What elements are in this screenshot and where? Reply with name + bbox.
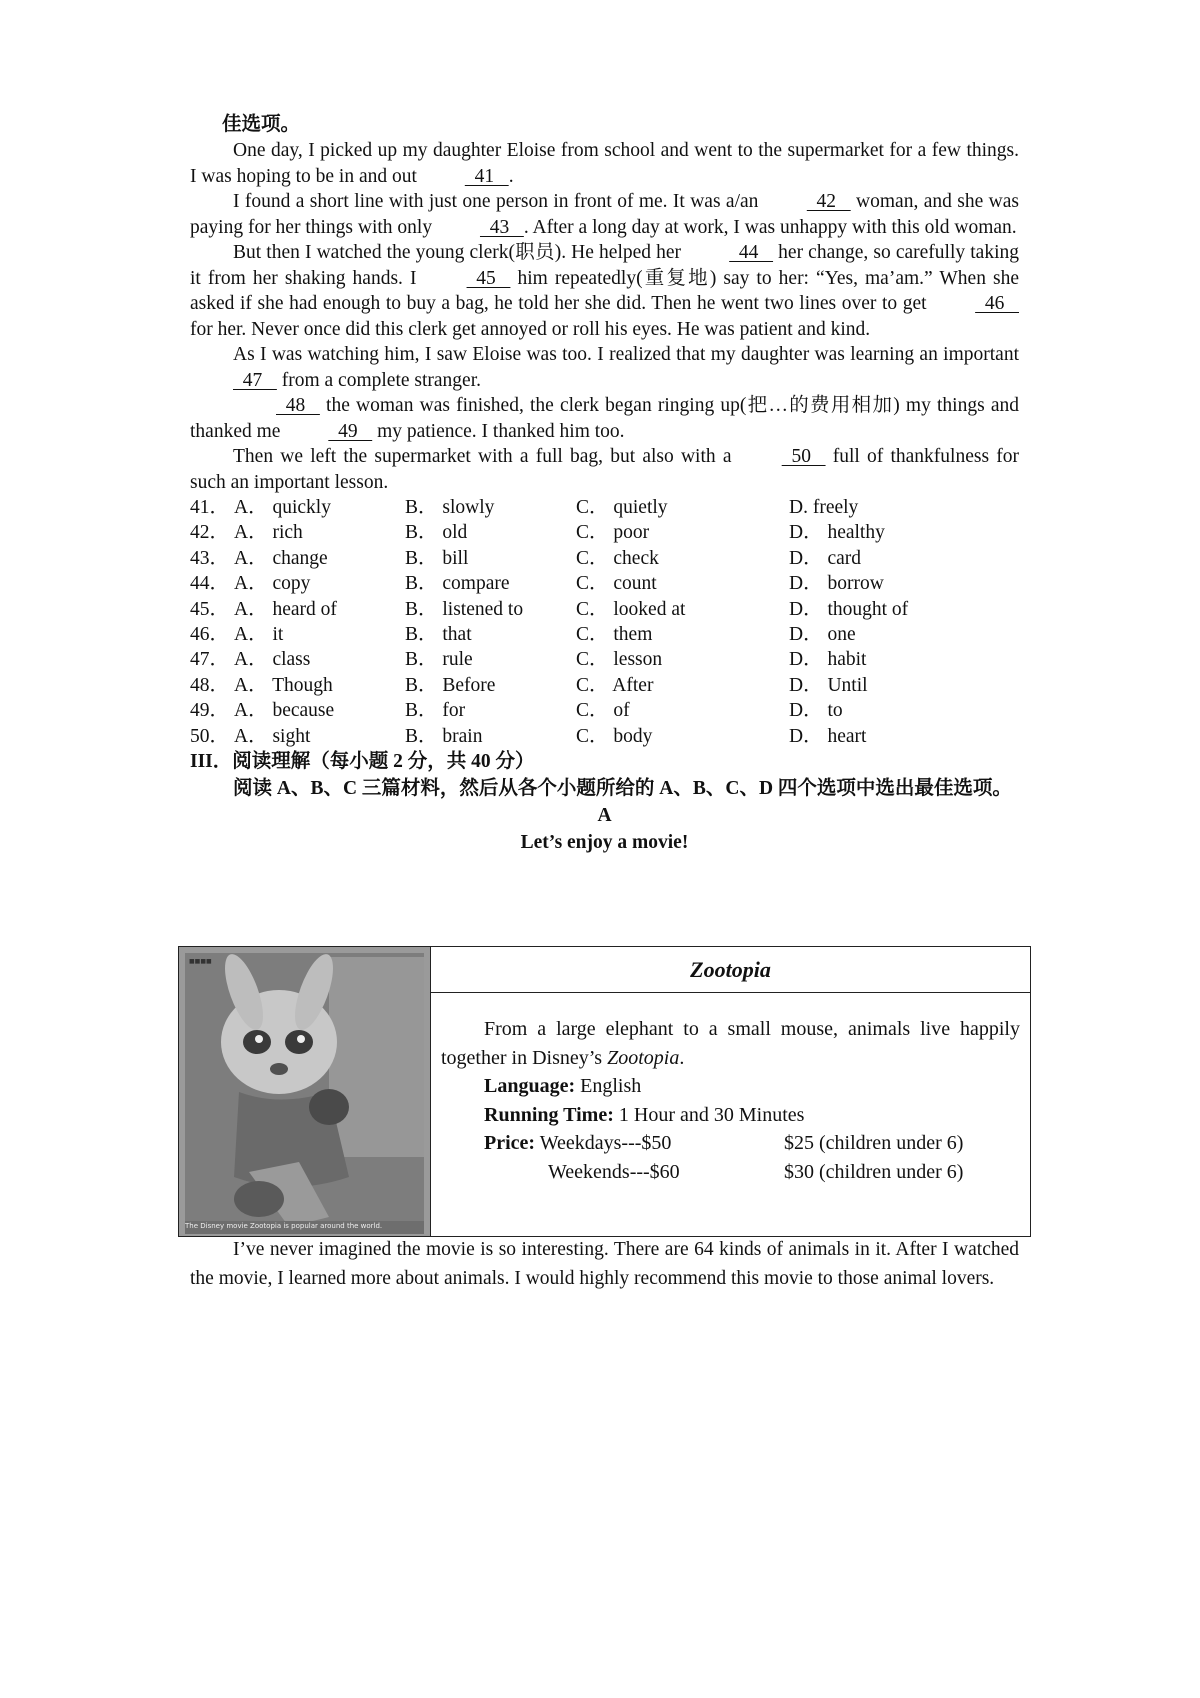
option-b[interactable]: B． listened to xyxy=(405,598,524,620)
blank-50[interactable]: 50 xyxy=(781,446,826,467)
option-b[interactable]: B． that xyxy=(405,623,472,645)
movie-details xyxy=(431,993,1030,1186)
option-row xyxy=(190,647,1019,672)
option-c[interactable]: C． of xyxy=(576,700,630,722)
cloze-paragraph: But then I watched the young clerk(职员). He helped her 44 her change, so carefully taking it from her shaking hands. I 45 him repeatedly(重复地) say to her: “Yes, ma’am.” When she asked if she had enough to buy a bag, he told her she did. Then he went two lines over to get 46 for her. Never once did this clerk get annoyed or roll his eyes. He was patient and kind. xyxy=(190,242,1020,340)
option-d[interactable]: D． habit xyxy=(789,649,867,671)
option-c[interactable]: C． quietly xyxy=(576,497,668,518)
option-row xyxy=(190,673,1019,698)
movie-runtime: Running Time: 1 Hour and 30 Minutes xyxy=(484,1103,805,1126)
option-row xyxy=(190,724,1019,749)
question-number: 42． xyxy=(190,522,230,544)
question-number: 45． xyxy=(190,598,230,620)
option-c[interactable]: C． looked at xyxy=(576,598,686,620)
option-a[interactable]: A． rich xyxy=(234,522,303,544)
option-a[interactable]: A． change xyxy=(234,547,328,569)
option-row xyxy=(190,698,1019,723)
option-c[interactable]: C． After xyxy=(576,674,654,696)
blank-46[interactable]: 46 xyxy=(975,293,1019,314)
movie-price-weekdays: Price: Weekdays---$50 $25 (children under 6) xyxy=(484,1132,964,1154)
poster-caption: The Disney movie Zootopia is popular around the world. xyxy=(185,1222,383,1230)
movie-info-table xyxy=(178,946,1031,1237)
movie-info xyxy=(431,947,1030,1236)
option-b[interactable]: B． rule xyxy=(405,649,473,671)
option-c[interactable]: C． poor xyxy=(576,522,650,544)
option-row xyxy=(190,495,1019,520)
cloze-lead: 佳选项。 xyxy=(222,114,301,135)
passage-title: Let’s enjoy a movie! xyxy=(520,831,689,853)
movie-title: Zootopia xyxy=(431,947,1030,993)
passage-letter: A xyxy=(597,804,612,826)
blank-43[interactable]: 43 xyxy=(479,216,524,238)
blank-44[interactable]: 44 xyxy=(729,242,774,263)
movie-review xyxy=(190,1236,1019,1293)
option-d[interactable]: D. freely xyxy=(789,497,859,518)
option-a[interactable]: A． it xyxy=(234,623,284,645)
question-number: 48． xyxy=(190,674,230,696)
option-row xyxy=(190,520,1019,545)
option-b[interactable]: B． slowly xyxy=(405,497,495,518)
svg-text:■■■■: ■■■■ xyxy=(189,958,212,965)
blank-49[interactable]: 49 xyxy=(328,420,373,442)
movie-price-weekends: Weekends---$60 $30 (children under 6) xyxy=(548,1160,964,1183)
question-number: 41． xyxy=(190,497,230,518)
option-a[interactable]: A． copy xyxy=(234,573,311,595)
section-title: III．阅读理解（每小题 2 分，共 40 分） xyxy=(190,750,535,772)
cloze-paragraph: Then we left the supermarket with a full bag, but also with a 50 full of thankfulness for such an important lesson. xyxy=(190,446,1019,493)
option-d[interactable]: D． thought of xyxy=(789,598,909,620)
option-a[interactable]: A． sight xyxy=(234,725,311,747)
document-page xyxy=(190,112,1019,856)
review-text: I’ve never imagined the movie is so interesting. There are 64 kinds of animals in it. After I watched the movie, I learned more about animals. I would highly recommend this movie to those animal lovers. xyxy=(190,1239,1019,1289)
question-number: 43． xyxy=(190,547,230,569)
option-d[interactable]: D． heart xyxy=(789,725,867,747)
movie-poster xyxy=(179,947,431,1236)
option-c[interactable]: C． check xyxy=(576,547,659,569)
option-c[interactable]: C． them xyxy=(576,623,653,645)
option-b[interactable]: B． bill xyxy=(405,547,469,569)
cloze-paragraph: One day, I picked up my daughter Eloise from school and went to the supermarket for a few things. I was hoping to be in and out 41 . xyxy=(190,138,1019,189)
option-b[interactable]: B． old xyxy=(405,522,468,544)
option-d[interactable]: D． borrow xyxy=(789,573,884,595)
cloze-paragraph: I found a short line with just one person in front of me. It was a/an 42 woman, and she was paying for her things with only 43 . After a long day at work, I was unhappy with this old woman. xyxy=(190,189,1019,240)
option-b[interactable]: B． brain xyxy=(405,725,483,747)
option-d[interactable]: D． one xyxy=(789,623,856,645)
blank-48[interactable]: 48 xyxy=(276,395,320,416)
option-c[interactable]: C． lesson xyxy=(576,649,663,671)
option-c[interactable]: C． count xyxy=(576,573,657,595)
blank-41[interactable]: 41 xyxy=(464,165,509,187)
option-row xyxy=(190,597,1019,622)
option-a[interactable]: A． heard of xyxy=(234,598,337,620)
option-d[interactable]: D． to xyxy=(789,700,843,722)
movie-language: Language: English xyxy=(484,1075,642,1097)
option-a[interactable]: A． because xyxy=(234,700,335,722)
option-row xyxy=(190,571,1019,596)
option-b[interactable]: B． compare xyxy=(405,573,510,595)
blank-45[interactable]: 45 xyxy=(466,267,511,289)
option-d[interactable]: D． card xyxy=(789,547,862,569)
cloze-paragraph: 48 the woman was finished, the clerk began ringing up(把…的费用相加) my things and thanked me 49 my patience. I thanked him too. xyxy=(190,393,1019,444)
poster-image xyxy=(179,947,430,1236)
cloze-paragraph: As I was watching him, I saw Eloise was too. I realized that my daughter was learning an important 47 from a complete stranger. xyxy=(190,342,1019,393)
option-b[interactable]: B． for xyxy=(405,700,466,722)
option-a[interactable]: A． Though xyxy=(234,674,333,696)
cloze-passage xyxy=(190,138,1019,495)
blank-47[interactable]: 47 xyxy=(233,369,277,391)
option-row xyxy=(190,622,1019,647)
question-number: 47． xyxy=(190,649,230,671)
option-row xyxy=(190,546,1019,571)
question-number: 44． xyxy=(190,573,230,595)
option-a[interactable]: A． class xyxy=(234,649,311,671)
question-number: 49． xyxy=(190,700,230,722)
option-c[interactable]: C． body xyxy=(576,725,653,747)
option-d[interactable]: D． healthy xyxy=(789,522,885,544)
movie-description: From a large elephant to a small mouse, animals live happily together in Disney’s Zootopia. xyxy=(441,1018,1020,1069)
option-d[interactable]: D． Until xyxy=(789,674,868,696)
question-number: 50． xyxy=(190,725,230,747)
blank-42[interactable]: 42 xyxy=(806,191,851,212)
option-a[interactable]: A． quickly xyxy=(234,497,331,518)
option-b[interactable]: B． Before xyxy=(405,674,496,696)
section-instruction: 阅读 A、B、C 三篇材料，然后从各个小题所给的 A、B、C、D 四个选项中选出最佳选项。 xyxy=(233,777,1012,799)
question-number: 46． xyxy=(190,623,230,645)
cloze-options xyxy=(190,495,1019,749)
